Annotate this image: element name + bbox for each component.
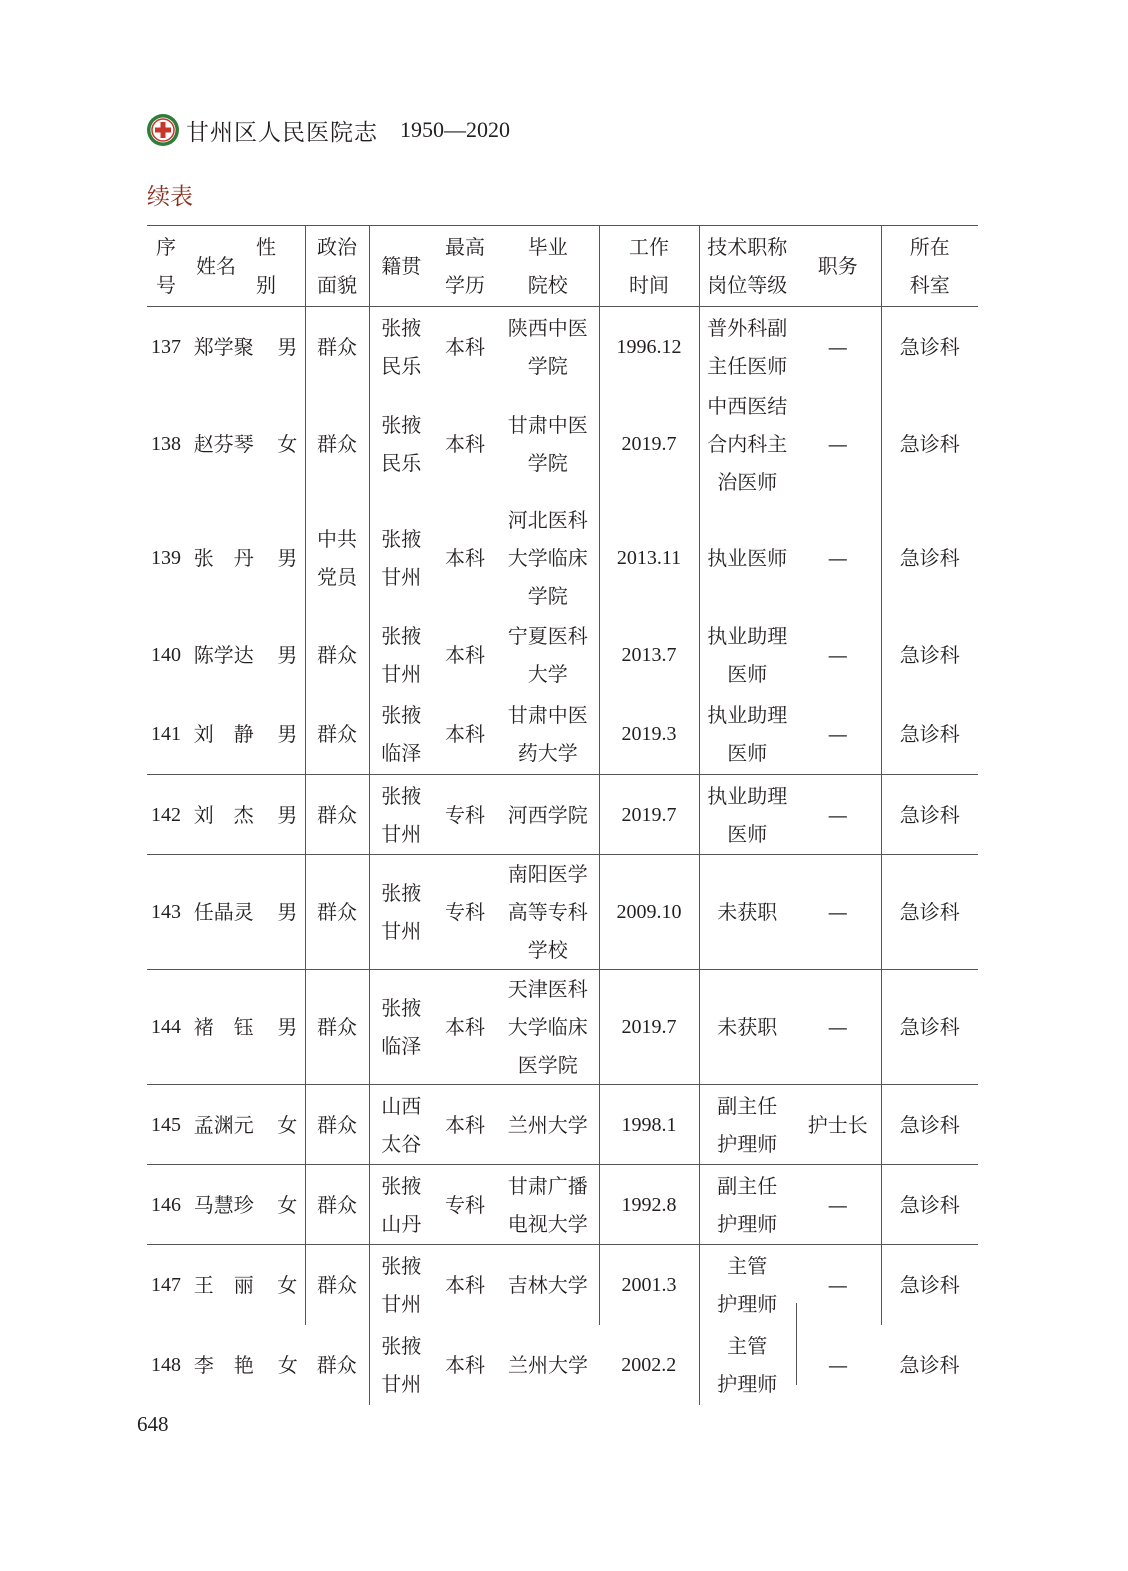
row-school: 陕西中医 学院 [507,315,588,378]
row-work-time: 1998.1 [599,1085,699,1165]
continued-label: 续表 [147,184,193,210]
row-school: 河西学院 [497,775,599,855]
row-sex: 男 [277,722,298,747]
row-name: 郑学聚 [193,334,254,359]
row-title: 普外科副 主任医师 [699,307,795,387]
row-position: 护士长 [795,1085,881,1165]
row-title: 主管 护理师 [699,1325,795,1405]
row-title: 未获职 [699,855,795,970]
row-title: 主管 护理师 [699,1245,795,1325]
row-dept: 急诊科 [881,775,978,855]
row-politics: 群众 [305,1165,369,1245]
row-origin: 张掖 甘州 [369,615,433,695]
row-position: — [827,431,848,456]
row-sex: 男 [277,802,298,827]
table-row [147,307,978,387]
row-sex: 男 [277,1015,298,1039]
row-number: 148 [151,1353,181,1376]
row-sex: 女 [277,1112,298,1137]
row-title: 执业助理 医师 [699,615,795,695]
row-origin: 张掖 临泽 [369,695,433,775]
row-number: 141 [151,723,181,746]
row-education: 本科 [445,722,485,747]
row-title: 副主任 护理师 [699,1085,795,1165]
table-row [147,695,978,775]
row-education: 专科 [433,775,497,855]
row-education: 专科 [433,855,497,970]
row-sex: 女 [277,1192,298,1217]
row-school: 甘肃中医 学院 [507,412,588,475]
book-title: 甘州区人民医院志 [186,119,378,146]
row-number: 138 [151,432,181,455]
row-education: 本科 [445,545,485,570]
row-position: — [795,775,881,855]
row-person [147,1325,305,1405]
header-politics: 政治 面貌 [305,226,369,307]
row-person [147,855,305,970]
row-position: — [828,1352,848,1377]
row-politics: 群众 [305,1245,369,1325]
row-education: 本科 [445,334,485,359]
row-person [147,307,305,387]
row-name: 张 丹 [193,545,254,570]
table-row [147,387,978,501]
row-dept: 急诊科 [881,1165,978,1245]
row-education: 专科 [433,1165,497,1245]
header-dept: 所在 科室 [881,226,978,307]
row-politics: 群众 [305,387,369,501]
row-work-time: 1996.12 [599,307,699,387]
row-origin: 山西 太谷 [369,1085,433,1165]
row-number: 144 [151,1016,181,1038]
row-origin: 张掖 甘州 [369,501,433,615]
table-row [147,855,978,970]
row-person [147,501,305,615]
row-sex: 女 [277,1352,298,1377]
row-number: 137 [151,335,181,358]
row-person [147,387,305,501]
row-politics: 群众 [305,695,369,775]
row-name: 王 丽 [193,1272,254,1297]
row-school: 南阳医学 高等专科 学校 [497,855,599,970]
row-school: 兰州大学 [497,1085,599,1165]
row-person [147,1245,305,1325]
header-origin: 籍贯 [369,226,433,307]
row-dept: 急诊科 [881,1085,978,1165]
row-number: 147 [151,1273,181,1296]
header-work-time: 工作 时间 [599,226,699,307]
row-position: — [827,722,848,747]
row-title: 执业助理 医师 [699,775,795,855]
row-politics: 群众 [305,775,369,855]
row-number: 139 [151,546,181,569]
row-dept: 急诊科 [899,1352,960,1377]
row-school: 天津医科 大学临床 医学院 [497,970,599,1085]
row-dept: 急诊科 [881,307,978,387]
row-origin: 张掖 民乐 [369,387,433,501]
row-position: — [795,1245,881,1325]
row-origin: 张掖 甘州 [369,1245,433,1325]
row-origin: 张掖 民乐 [369,307,433,387]
row-number: 143 [151,901,181,923]
row-school: 甘肃中医 药大学 [507,703,588,766]
row-title: 未获职 [699,970,795,1085]
row-politics: 群众 [316,1352,357,1377]
row-work-time: 2019.3 [599,695,699,775]
row-education: 本科 [445,642,485,667]
row-person [147,775,305,855]
row-sex: 男 [277,545,298,570]
row-politics: 群众 [305,855,369,970]
row-work-time: 2013.7 [599,615,699,695]
header-education: 最高 学历 [433,226,497,307]
table-row [147,615,978,695]
row-person [147,1085,305,1165]
row-position: — [827,334,848,359]
row-name: 刘 静 [193,722,254,747]
row-work-time: 2013.11 [599,501,699,615]
row-number: 146 [151,1193,181,1216]
header-position: 职务 [795,226,881,307]
hospital-emblem-icon [146,113,180,147]
row-dept: 急诊科 [881,501,978,615]
row-position: — [795,970,881,1085]
row-origin: 张掖 甘州 [369,775,433,855]
row-person [147,970,305,1085]
table-row [147,1085,978,1165]
row-work-time: 2019.7 [599,387,699,501]
table-rule [796,1303,797,1385]
row-number: 142 [151,803,181,826]
row-position: — [795,1165,881,1245]
row-work-time: 1992.8 [599,1165,699,1245]
row-person [147,695,305,775]
row-origin: 张掖 甘州 [369,855,433,970]
book-header [146,110,510,150]
row-sex: 男 [277,334,298,359]
row-title: 执业医师 [699,501,795,615]
row-sex: 男 [277,642,298,667]
table-row [147,1165,978,1245]
row-school: 宁夏医科 大学 [507,623,588,686]
row-education: 本科 [445,431,485,456]
row-origin: 张掖 山丹 [369,1165,433,1245]
row-dept: 急诊科 [881,1245,978,1325]
row-person [147,615,305,695]
row-politics: 中共 党员 [305,501,369,615]
table-header [147,226,978,307]
row-dept: 急诊科 [881,615,978,695]
row-origin: 张掖 甘州 [369,1325,433,1405]
row-origin: 张掖 临泽 [369,970,433,1085]
row-name: 马慧珍 [193,1192,254,1217]
row-politics: 群众 [305,615,369,695]
staff-table [147,225,978,1405]
row-name: 赵芬琴 [193,431,254,456]
header-school: 毕业 院校 [497,226,599,307]
page-number: 648 [137,1412,169,1436]
row-title: 副主任 护理师 [699,1165,795,1245]
row-school: 吉林大学 [497,1245,599,1325]
row-politics: 群众 [305,970,369,1085]
row-education: 本科 [445,1352,485,1377]
table-row [147,1325,978,1405]
row-education: 本科 [433,1085,497,1165]
row-position: — [795,855,881,970]
row-sex: 女 [277,1272,298,1297]
row-sex: 女 [277,431,298,456]
row-school: 甘肃广播 电视大学 [497,1165,599,1245]
row-dept: 急诊科 [881,695,978,775]
row-person [147,1165,305,1245]
row-name: 李 艳 [193,1352,254,1377]
row-work-time: 2001.3 [599,1245,699,1325]
row-name: 褚 钰 [193,1015,254,1039]
row-work-time: 2019.7 [599,970,699,1085]
row-education: 本科 [433,970,497,1085]
row-dept: 急诊科 [881,970,978,1085]
table-row [147,775,978,855]
row-position: — [827,545,848,570]
row-work-time: 2009.10 [599,855,699,970]
row-name: 陈学达 [193,642,254,667]
row-education: 本科 [433,1245,497,1325]
row-dept: 急诊科 [881,387,978,501]
row-name: 孟渊元 [193,1112,254,1137]
header-title: 技术职称 岗位等级 [699,226,795,307]
row-number: 145 [151,1113,181,1136]
row-politics: 群众 [305,307,369,387]
row-school: 河北医科 大学临床 学院 [507,507,588,608]
row-politics: 群众 [305,1085,369,1165]
row-name: 刘 杰 [193,802,254,827]
table-row [147,970,978,1085]
row-name: 任晶灵 [193,900,254,924]
row-work-time: 2019.7 [599,775,699,855]
row-dept: 急诊科 [881,855,978,970]
table-row [147,501,978,615]
row-number: 140 [151,643,181,666]
table-row [147,1245,978,1325]
row-sex: 男 [277,900,298,924]
book-years: 1950—2020 [400,117,510,142]
row-title: 中西医结 合内科主 治医师 [699,387,795,501]
row-work-time: 2002.2 [621,1353,677,1376]
row-title: 执业助理 医师 [699,695,795,775]
row-position: — [827,642,848,667]
header-seq-name-sex: 序 号 姓名 性 别 [147,226,305,307]
row-school: 兰州大学 [508,1352,588,1377]
